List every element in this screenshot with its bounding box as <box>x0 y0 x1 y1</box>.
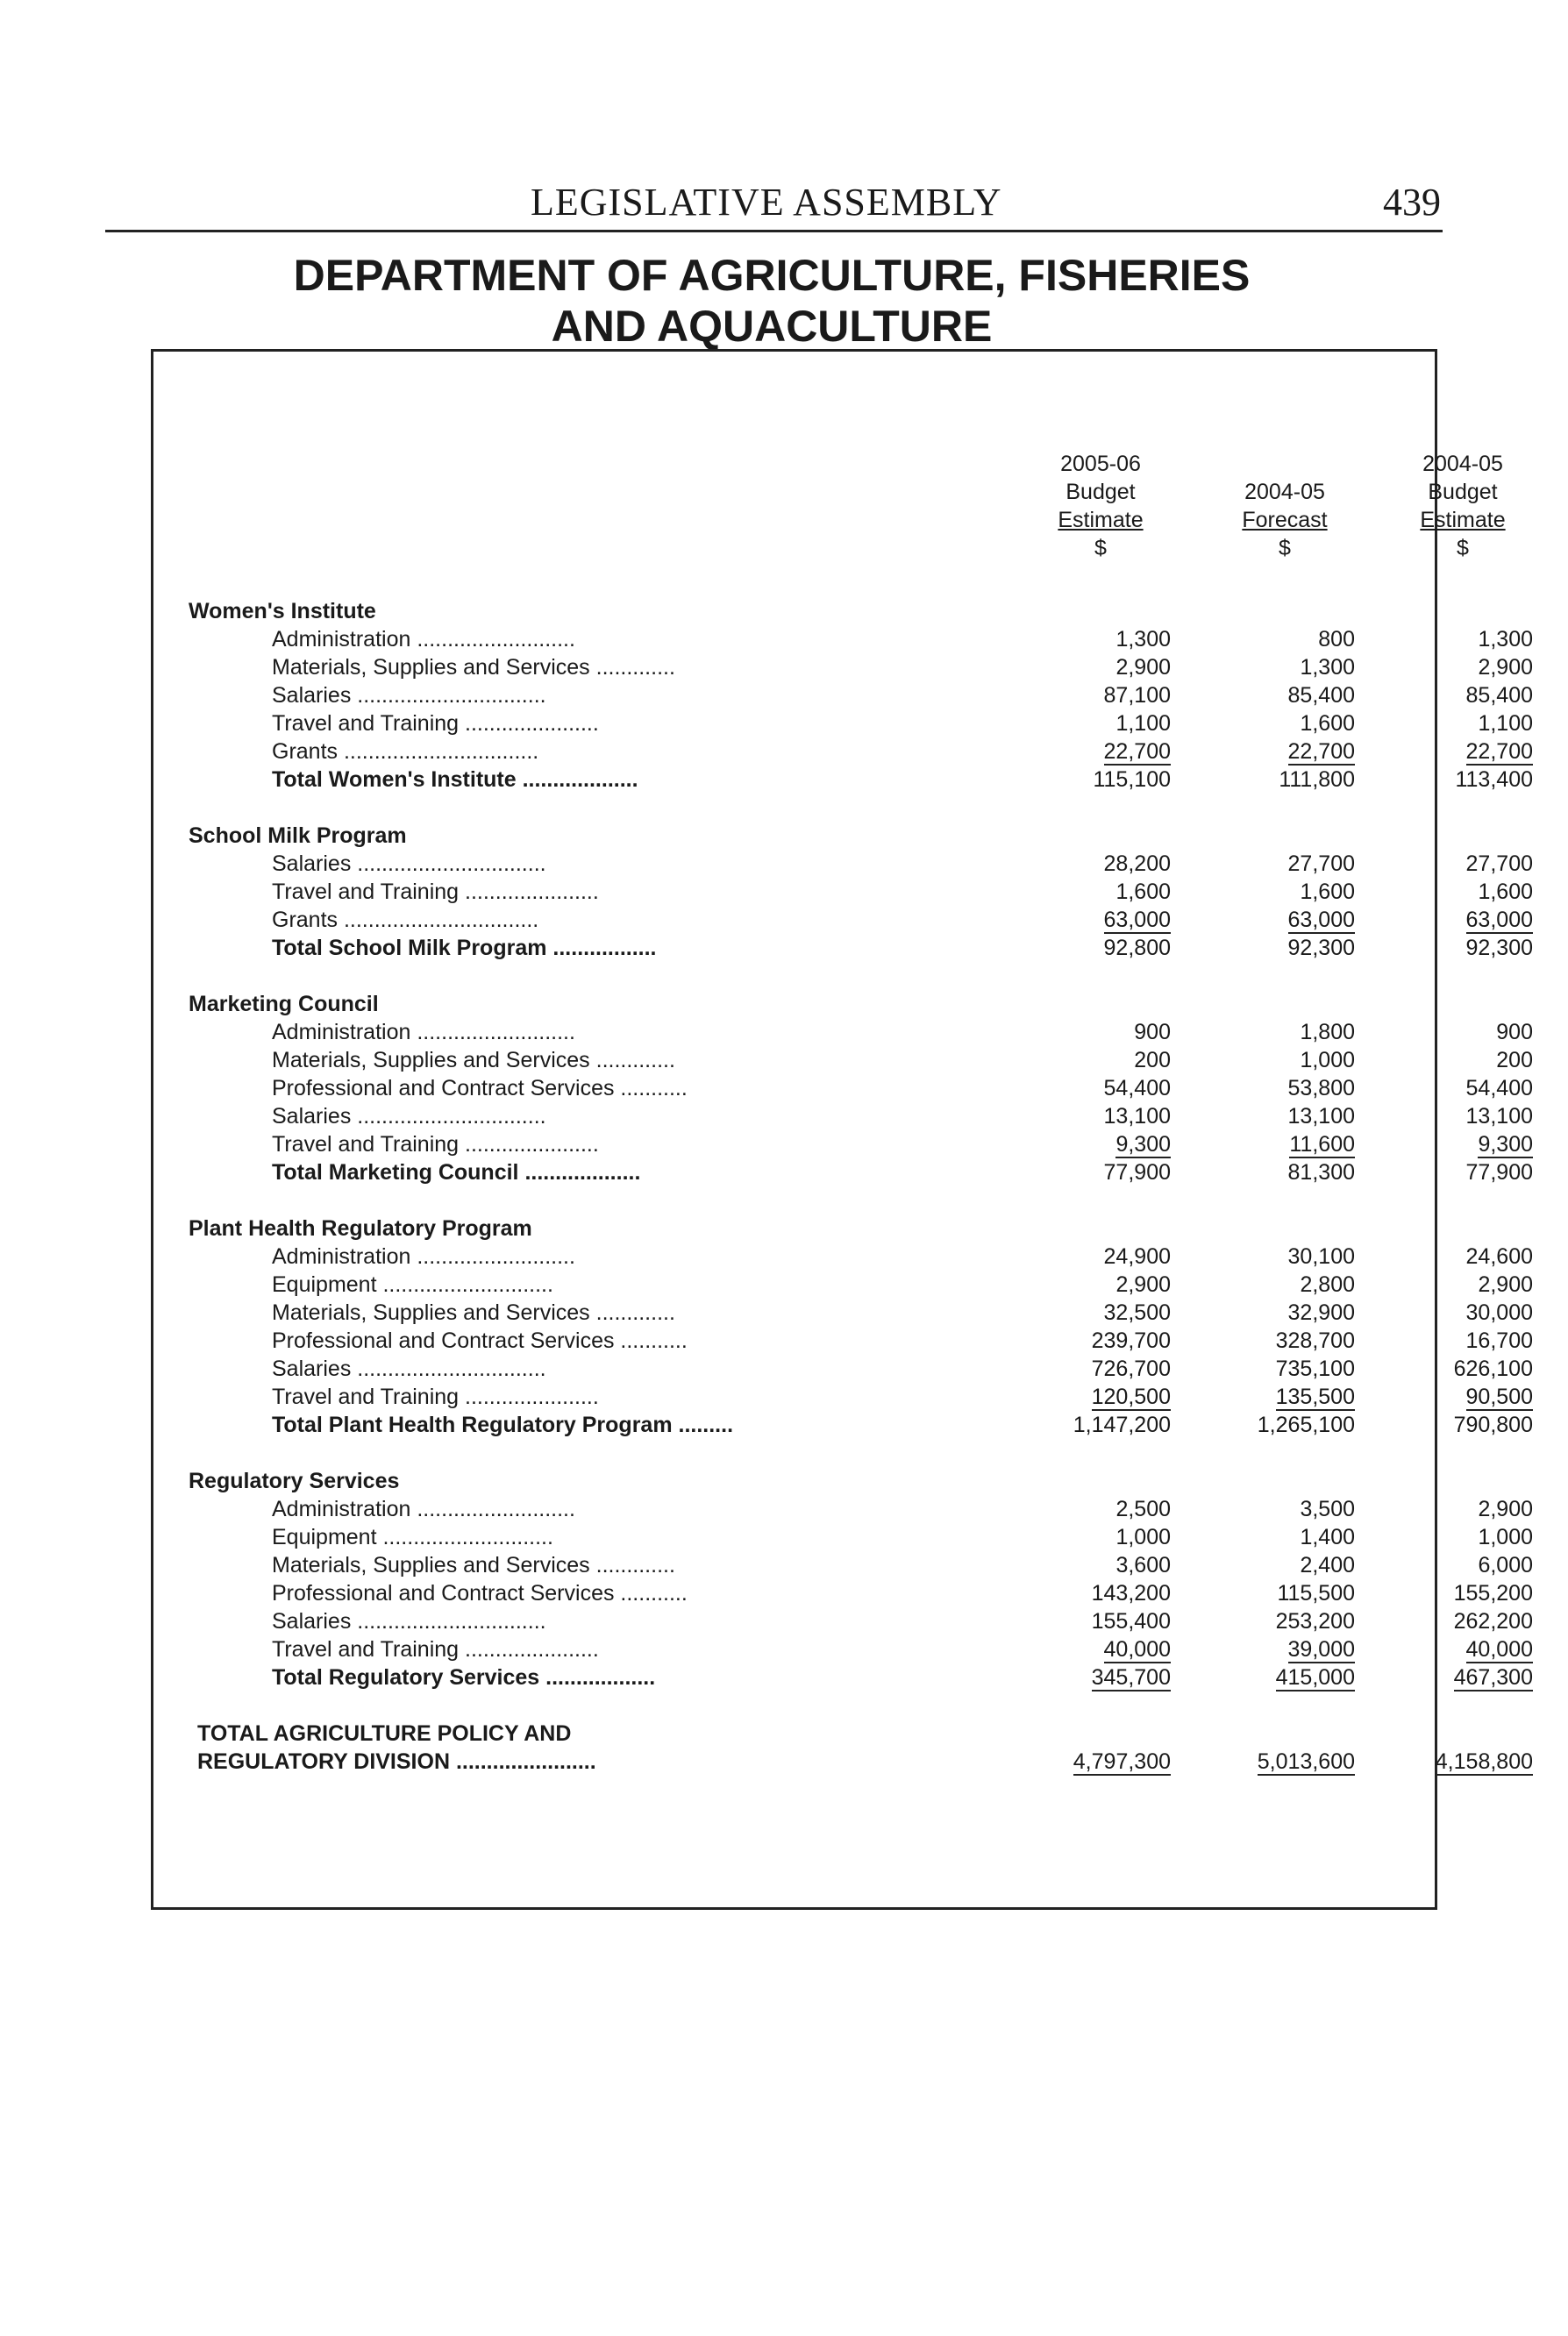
amount-value: 735,100 <box>1275 1357 1355 1381</box>
amount-cell <box>1393 1158 1533 1186</box>
amount-cell <box>1030 1355 1171 1383</box>
row-label: Travel and Training ...................... <box>272 880 599 904</box>
amount-cell <box>1030 1130 1171 1158</box>
amount-value: 63,000 <box>1103 908 1171 932</box>
amount-value: 1,600 <box>1300 711 1355 736</box>
amount-value: 5,013,600 <box>1257 1749 1355 1774</box>
amount-cell <box>1030 1411 1171 1439</box>
table-row <box>153 1130 1533 1158</box>
column-header-basis: Estimate <box>1058 508 1144 532</box>
row-label: Salaries ............................... <box>272 1609 546 1634</box>
amount-value: 800 <box>1318 627 1355 652</box>
table-row <box>153 709 1533 737</box>
amount-cell <box>1393 1607 1533 1635</box>
table-row <box>153 1551 1533 1579</box>
grand-total-amount <box>1393 1748 1533 1776</box>
amount-cell <box>1215 878 1355 906</box>
table-row <box>153 878 1533 906</box>
column-header-year: 2005-06 <box>1060 452 1141 476</box>
amount-cell <box>1215 1158 1355 1186</box>
amount-value: 345,700 <box>1091 1665 1171 1690</box>
amount-value: 2,900 <box>1478 1272 1533 1297</box>
column-header-currency: $ <box>1457 536 1469 560</box>
amount-cell <box>1393 1355 1533 1383</box>
table-row <box>153 1523 1533 1551</box>
column-header-1 <box>1013 450 1188 562</box>
amount-value: 27,700 <box>1287 851 1355 876</box>
amount-cell <box>1030 878 1171 906</box>
row-label: Equipment ............................ <box>272 1272 553 1297</box>
row-label: Professional and Contract Services ........... <box>272 1581 688 1606</box>
amount-cell <box>1393 681 1533 709</box>
table-row <box>153 1046 1533 1074</box>
column-header-year: 2004-05 <box>1422 452 1503 476</box>
column-header-basis: Estimate <box>1420 508 1506 532</box>
grand-total-row <box>153 1720 1435 1748</box>
row-label: Materials, Supplies and Services ............. <box>272 655 675 680</box>
section-spacer <box>153 1439 1435 1467</box>
amount-value: 77,900 <box>1465 1160 1533 1185</box>
column-header-2 <box>1197 450 1372 562</box>
amount-cell <box>1215 1271 1355 1299</box>
section-spacer <box>153 794 1435 822</box>
amount-cell <box>1030 653 1171 681</box>
section-total-row <box>153 766 1533 794</box>
amount-cell <box>1030 681 1171 709</box>
amount-cell <box>1030 906 1171 934</box>
amount-value: 200 <box>1134 1048 1171 1072</box>
grand-total-label-line-2: REGULATORY DIVISION ....................... <box>197 1749 596 1774</box>
amount-value: 726,700 <box>1091 1357 1171 1381</box>
amount-value: 2,800 <box>1300 1272 1355 1297</box>
row-label: Professional and Contract Services ........... <box>272 1076 688 1100</box>
amount-value: 32,900 <box>1287 1300 1355 1325</box>
amount-value: 900 <box>1496 1020 1533 1044</box>
amount-value: 92,300 <box>1465 936 1533 960</box>
column-header-year <box>1197 450 1372 478</box>
financial-table-frame <box>151 349 1533 1910</box>
amount-cell <box>1215 1130 1355 1158</box>
amount-value: 13,100 <box>1287 1104 1355 1129</box>
amount-cell <box>1030 1271 1171 1299</box>
row-label: Administration .......................... <box>272 1020 575 1044</box>
amount-value: 22,700 <box>1103 739 1171 764</box>
amount-value: 27,700 <box>1465 851 1533 876</box>
amount-value: 115,100 <box>1093 767 1171 792</box>
amount-cell <box>1215 906 1355 934</box>
amount-value: 3,600 <box>1115 1553 1171 1578</box>
amount-cell <box>1030 1635 1171 1663</box>
amount-cell <box>1215 1635 1355 1663</box>
amount-cell <box>1030 1018 1171 1046</box>
amount-cell <box>1215 1299 1355 1327</box>
amount-cell <box>1030 1299 1171 1327</box>
amount-cell <box>1393 737 1533 766</box>
amount-value: 2,900 <box>1115 1272 1171 1297</box>
amount-value: 200 <box>1496 1048 1533 1072</box>
table-row <box>153 1579 1533 1607</box>
amount-cell <box>1215 737 1355 766</box>
amount-cell <box>1393 1495 1533 1523</box>
amount-value: 143,200 <box>1091 1581 1171 1606</box>
table-row <box>153 1327 1533 1355</box>
grand-total-amount <box>1215 1748 1355 1776</box>
amount-cell <box>1393 1074 1533 1102</box>
amount-cell <box>1030 1074 1171 1102</box>
amount-value: 2,900 <box>1478 655 1533 680</box>
total-label: Total Regulatory Services .................. <box>272 1665 656 1690</box>
section-total-row <box>153 1158 1533 1186</box>
amount-value: 63,000 <box>1465 908 1533 932</box>
amount-value: 900 <box>1134 1020 1171 1044</box>
amount-cell <box>1030 1383 1171 1411</box>
amount-value: 22,700 <box>1465 739 1533 764</box>
row-label: Salaries ............................... <box>272 1104 546 1129</box>
table-row <box>153 1607 1533 1635</box>
amount-cell <box>1393 1663 1533 1691</box>
amount-value: 1,600 <box>1478 880 1533 904</box>
amount-value: 239,700 <box>1091 1328 1171 1353</box>
amount-cell <box>1030 1158 1171 1186</box>
amount-cell <box>1215 1046 1355 1074</box>
amount-value: 6,000 <box>1478 1553 1533 1578</box>
financial-statement <box>153 597 1533 1776</box>
row-label: Salaries ............................... <box>272 1357 546 1381</box>
section-spacer <box>153 1691 1435 1720</box>
amount-cell <box>1215 1607 1355 1635</box>
amount-cell <box>1393 878 1533 906</box>
section-title: Marketing Council <box>189 992 379 1016</box>
amount-cell <box>1215 1074 1355 1102</box>
amount-value: 32,500 <box>1103 1300 1171 1325</box>
amount-cell <box>1393 1635 1533 1663</box>
amount-value: 262,200 <box>1453 1609 1533 1634</box>
row-label: Materials, Supplies and Services ............. <box>272 1553 675 1578</box>
grand-total-amount <box>1030 1748 1171 1776</box>
amount-cell <box>1030 625 1171 653</box>
amount-value: 1,100 <box>1115 711 1171 736</box>
row-label: Salaries ............................... <box>272 683 546 708</box>
amount-value: 13,100 <box>1465 1104 1533 1129</box>
amount-cell <box>1215 1327 1355 1355</box>
amount-value: 40,000 <box>1465 1637 1533 1662</box>
amount-cell <box>1030 934 1171 962</box>
amount-value: 1,000 <box>1478 1525 1533 1549</box>
amount-value: 328,700 <box>1275 1328 1355 1353</box>
row-label: Materials, Supplies and Services ............. <box>272 1048 675 1072</box>
amount-value: 1,000 <box>1300 1048 1355 1072</box>
amount-value: 3,500 <box>1300 1497 1355 1521</box>
amount-value: 39,000 <box>1287 1637 1355 1662</box>
total-label: Total Women's Institute ................... <box>272 767 638 792</box>
amount-value: 790,800 <box>1453 1413 1533 1437</box>
amount-cell <box>1393 934 1533 962</box>
row-label: Grants ................................ <box>272 739 539 764</box>
table-row <box>153 737 1533 766</box>
amount-value: 1,265,100 <box>1257 1413 1355 1437</box>
amount-cell <box>1393 1383 1533 1411</box>
table-row <box>153 1299 1533 1327</box>
amount-cell <box>1030 1243 1171 1271</box>
amount-value: 16,700 <box>1465 1328 1533 1353</box>
page-number: 439 <box>1383 181 1441 224</box>
amount-value: 30,000 <box>1465 1300 1533 1325</box>
amount-value: 1,100 <box>1478 711 1533 736</box>
amount-value: 113,400 <box>1455 767 1533 792</box>
department-title-line-2: AND AQUACULTURE <box>551 302 993 351</box>
amount-value: 1,600 <box>1300 880 1355 904</box>
amount-cell <box>1215 681 1355 709</box>
amount-cell <box>1215 709 1355 737</box>
amount-cell <box>1030 1663 1171 1691</box>
row-label: Travel and Training ...................... <box>272 1132 599 1157</box>
section-title: Plant Health Regulatory Program <box>189 1216 532 1241</box>
amount-cell <box>1393 709 1533 737</box>
column-header-3 <box>1375 450 1550 562</box>
amount-value: 1,300 <box>1115 627 1171 652</box>
column-header-currency: $ <box>1279 536 1291 560</box>
row-label: Administration .......................... <box>272 1244 575 1269</box>
amount-cell <box>1215 1663 1355 1691</box>
amount-cell <box>1215 1243 1355 1271</box>
amount-cell <box>1030 1579 1171 1607</box>
amount-cell <box>1393 1271 1533 1299</box>
table-row <box>153 1635 1533 1663</box>
amount-cell <box>1393 1243 1533 1271</box>
amount-cell <box>1393 850 1533 878</box>
amount-value: 24,900 <box>1103 1244 1171 1269</box>
amount-cell <box>1030 1327 1171 1355</box>
amount-value: 120,500 <box>1091 1385 1171 1409</box>
amount-value: 87,100 <box>1103 683 1171 708</box>
section-total-row <box>153 934 1533 962</box>
department-title <box>149 250 1394 352</box>
amount-value: 85,400 <box>1287 683 1355 708</box>
amount-cell <box>1393 906 1533 934</box>
table-row <box>153 1495 1533 1523</box>
row-label: Salaries ............................... <box>272 851 546 876</box>
section-title: Women's Institute <box>189 599 376 623</box>
amount-cell <box>1393 1579 1533 1607</box>
amount-value: 11,600 <box>1289 1132 1355 1157</box>
amount-cell <box>1215 625 1355 653</box>
amount-value: 111,800 <box>1279 767 1355 792</box>
amount-value: 155,200 <box>1453 1581 1533 1606</box>
amount-cell <box>1215 1355 1355 1383</box>
amount-cell <box>1030 1551 1171 1579</box>
row-label: Administration .......................... <box>272 627 575 652</box>
total-label: Total Marketing Council ................... <box>272 1160 641 1185</box>
amount-value: 13,100 <box>1103 1104 1171 1129</box>
amount-cell <box>1393 1411 1533 1439</box>
row-label: Materials, Supplies and Services ............. <box>272 1300 675 1325</box>
amount-value: 1,300 <box>1300 655 1355 680</box>
amount-value: 63,000 <box>1287 908 1355 932</box>
amount-value: 2,900 <box>1115 655 1171 680</box>
amount-cell <box>1030 850 1171 878</box>
table-row <box>153 1243 1533 1271</box>
amount-cell <box>1030 1523 1171 1551</box>
amount-cell <box>1215 1102 1355 1130</box>
amount-cell <box>1030 1102 1171 1130</box>
table-row <box>153 1355 1533 1383</box>
column-header-basis: Forecast <box>1242 508 1328 532</box>
amount-value: 28,200 <box>1103 851 1171 876</box>
amount-value: 9,300 <box>1115 1132 1171 1157</box>
total-label: Total School Milk Program ................. <box>272 936 657 960</box>
amount-cell <box>1030 1607 1171 1635</box>
column-header-kind: 2004-05 <box>1244 480 1325 504</box>
row-label: Grants ................................ <box>272 908 539 932</box>
amount-value: 2,900 <box>1478 1497 1533 1521</box>
amount-cell <box>1215 766 1355 794</box>
table-row <box>153 681 1533 709</box>
amount-cell <box>1215 1495 1355 1523</box>
amount-cell <box>1215 1411 1355 1439</box>
column-header-kind: Budget <box>1428 480 1498 504</box>
amount-value: 415,000 <box>1275 1665 1355 1690</box>
amount-value: 81,300 <box>1287 1160 1355 1185</box>
amount-value: 115,500 <box>1277 1581 1355 1606</box>
amount-value: 626,100 <box>1453 1357 1533 1381</box>
amount-value: 1,147,200 <box>1073 1413 1171 1437</box>
amount-value: 77,900 <box>1103 1160 1171 1185</box>
amount-value: 253,200 <box>1275 1609 1355 1634</box>
table-row <box>153 1271 1533 1299</box>
amount-value: 1,800 <box>1300 1020 1355 1044</box>
row-label: Travel and Training ...................... <box>272 711 599 736</box>
running-head-title: LEGISLATIVE ASSEMBLY <box>531 181 1002 224</box>
amount-cell <box>1030 1046 1171 1074</box>
amount-value: 1,000 <box>1115 1525 1171 1549</box>
amount-cell <box>1215 1579 1355 1607</box>
amount-value: 24,600 <box>1465 1244 1533 1269</box>
row-label: Equipment ............................ <box>272 1525 553 1549</box>
amount-cell <box>1393 1130 1533 1158</box>
amount-value: 92,800 <box>1103 936 1171 960</box>
row-label: Travel and Training ...................... <box>272 1385 599 1409</box>
amount-value: 85,400 <box>1465 683 1533 708</box>
table-row <box>153 625 1533 653</box>
amount-cell <box>1030 737 1171 766</box>
table-row <box>153 653 1533 681</box>
section-total-row <box>153 1663 1533 1691</box>
row-label: Professional and Contract Services ........... <box>272 1328 688 1353</box>
amount-cell <box>1215 1551 1355 1579</box>
amount-cell <box>1393 625 1533 653</box>
amount-cell <box>1215 653 1355 681</box>
grand-total-row <box>153 1748 1533 1776</box>
amount-cell <box>1215 934 1355 962</box>
grand-total-label-line-1: TOTAL AGRICULTURE POLICY AND <box>197 1721 572 1746</box>
table-row <box>153 1383 1533 1411</box>
section-title: School Milk Program <box>189 823 407 848</box>
table-row <box>153 906 1533 934</box>
amount-value: 2,400 <box>1300 1553 1355 1578</box>
section-title: Regulatory Services <box>189 1469 400 1493</box>
amount-value: 4,158,800 <box>1435 1749 1533 1774</box>
amount-value: 155,400 <box>1091 1609 1171 1634</box>
amount-cell <box>1030 1495 1171 1523</box>
total-label: Total Plant Health Regulatory Program ......... <box>272 1413 734 1437</box>
amount-value: 4,797,300 <box>1073 1749 1171 1774</box>
amount-value: 40,000 <box>1103 1637 1171 1662</box>
amount-cell <box>1393 1046 1533 1074</box>
column-header-kind: Budget <box>1066 480 1136 504</box>
row-label: Administration .......................... <box>272 1497 575 1521</box>
amount-cell <box>1393 1523 1533 1551</box>
amount-cell <box>1393 1018 1533 1046</box>
amount-cell <box>1215 1018 1355 1046</box>
amount-value: 90,500 <box>1465 1385 1533 1409</box>
table-row <box>153 1102 1533 1130</box>
amount-cell <box>1393 1551 1533 1579</box>
amount-value: 135,500 <box>1275 1385 1355 1409</box>
table-row <box>153 1074 1533 1102</box>
section-total-row <box>153 1411 1533 1439</box>
amount-value: 30,100 <box>1287 1244 1355 1269</box>
amount-cell <box>1393 1102 1533 1130</box>
amount-value: 1,600 <box>1115 880 1171 904</box>
table-row <box>153 850 1533 878</box>
column-header-currency: $ <box>1094 536 1107 560</box>
amount-cell <box>1215 850 1355 878</box>
amount-cell <box>1393 1327 1533 1355</box>
amount-cell <box>1215 1383 1355 1411</box>
amount-cell <box>1030 709 1171 737</box>
amount-cell <box>1030 766 1171 794</box>
department-title-line-1: DEPARTMENT OF AGRICULTURE, FISHERIES <box>293 251 1251 300</box>
amount-value: 1,400 <box>1300 1525 1355 1549</box>
amount-value: 53,800 <box>1287 1076 1355 1100</box>
row-label: Travel and Training ...................... <box>272 1637 599 1662</box>
amount-value: 467,300 <box>1453 1665 1533 1690</box>
amount-value: 92,300 <box>1287 936 1355 960</box>
section-spacer <box>153 962 1435 990</box>
amount-value: 22,700 <box>1287 739 1355 764</box>
amount-cell <box>1393 1299 1533 1327</box>
section-spacer <box>153 1186 1435 1214</box>
amount-cell <box>1393 766 1533 794</box>
amount-value: 2,500 <box>1115 1497 1171 1521</box>
table-row <box>153 1018 1533 1046</box>
amount-cell <box>1215 1523 1355 1551</box>
amount-cell <box>1393 653 1533 681</box>
amount-value: 54,400 <box>1465 1076 1533 1100</box>
amount-value: 9,300 <box>1478 1132 1533 1157</box>
amount-value: 1,300 <box>1478 627 1533 652</box>
header-rule <box>105 230 1443 232</box>
amount-value: 54,400 <box>1103 1076 1171 1100</box>
running-head <box>105 180 1443 232</box>
